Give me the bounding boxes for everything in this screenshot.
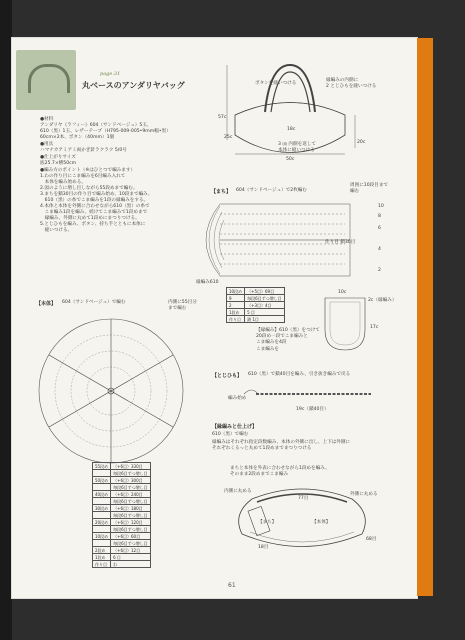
gusset-row-number: 8 bbox=[378, 214, 381, 219]
table-row bbox=[93, 540, 151, 547]
page-label: page.31 bbox=[100, 71, 121, 77]
edging-yarn: 610（黒）で編む bbox=[212, 432, 249, 437]
closure-length: 19c（鎖40目） bbox=[296, 407, 329, 412]
table-cell: 1段め bbox=[93, 554, 111, 561]
steps-heading: ●編み方のポイント（※はひとつで編みます） bbox=[40, 168, 136, 173]
materials-line: 60cm×2本、ボタン（40mm）1個 bbox=[40, 135, 115, 140]
table-cell: 6 目 bbox=[111, 554, 151, 561]
gusset-edge-note: 縁編み610 bbox=[196, 280, 219, 285]
table-cell: 55段め bbox=[93, 463, 111, 470]
step-line: 本体を編み始める。 bbox=[40, 180, 86, 185]
table-cell: 毎段6目ずつ増し目 bbox=[111, 540, 151, 547]
table-cell bbox=[93, 470, 111, 477]
edging-line: それぞれくるっと丸めて1段めまでまつりつける bbox=[212, 446, 312, 451]
gusset-foundation: 作り目 鎖30目 bbox=[325, 240, 356, 245]
label-2: 2c（縁編み） bbox=[368, 298, 397, 303]
label-button: ボタンを縫いつける bbox=[255, 81, 297, 86]
table-cell: （+6目）12目 bbox=[111, 547, 151, 554]
table-cell: （+3目）4目 bbox=[245, 302, 285, 309]
edging-label-77: 77目 bbox=[298, 496, 309, 501]
step-line: 3.まちを鎖30目の作り目で編み始め、10段まで編み、 bbox=[40, 192, 153, 197]
label-stitch: 3 ㎝ 内側を返して 本体に縫いつける bbox=[278, 142, 317, 154]
tool-heading: ●用具 bbox=[40, 142, 54, 147]
label-17: 17c bbox=[370, 325, 379, 330]
closure-note: 610（黒）で鎖40目を編み、引き抜き編みで戻る bbox=[248, 372, 351, 377]
table-cell: （+6目）120目 bbox=[111, 519, 151, 526]
gusset-piece-note: 【縁編み】610（黒）をつけて 20段め一段でこま編みと こま編みを4段 こま編みを bbox=[256, 328, 320, 352]
edging-label-body: 【本体】 bbox=[312, 520, 331, 525]
step-line: こま編み1段を編み、続けてこま編みで1段めまで bbox=[40, 210, 148, 215]
gusset-piece bbox=[320, 290, 370, 360]
body-yarn: 604（サンドベージュ）で編む bbox=[62, 300, 126, 305]
table-cell: 毎段6目ずつ増し目 bbox=[111, 512, 151, 519]
scan-shadow bbox=[0, 0, 12, 640]
table-row bbox=[93, 533, 151, 540]
table-cell: 作り目 bbox=[227, 316, 245, 323]
table-row bbox=[93, 561, 151, 568]
label-50: 50c bbox=[286, 157, 295, 162]
body-heading: 【本体】 bbox=[36, 301, 57, 307]
gusset-row-number: 4 bbox=[378, 247, 381, 252]
table-cell: 毎段6目ずつ増し目 bbox=[111, 484, 151, 491]
step-line: 2.図のように増し目しながら55段めまで編む。 bbox=[40, 186, 138, 191]
table-row bbox=[93, 526, 151, 533]
table-row bbox=[93, 554, 151, 561]
table-row bbox=[93, 477, 151, 484]
gusset-table bbox=[226, 287, 285, 323]
edging-label-inner: 内側に丸める bbox=[224, 489, 252, 494]
table-cell bbox=[93, 498, 111, 505]
step-line: 縫いつける。 bbox=[40, 228, 73, 233]
table-row bbox=[93, 498, 151, 505]
table-cell bbox=[93, 540, 111, 547]
table-row bbox=[93, 463, 151, 470]
closure-heading: 【とじひも】 bbox=[212, 373, 243, 379]
edging-heading: 【縁編みと仕上げ】 bbox=[212, 424, 258, 430]
table-row bbox=[227, 288, 285, 295]
materials-line: 610（黒）1玉、レザーテープ（H795-009-005•9mm幅•黒） bbox=[40, 129, 171, 134]
gusset-yarn: 604（サンドベージュ）で2枚編む bbox=[236, 188, 307, 193]
table-row bbox=[93, 484, 151, 491]
step-line: 4.本体と本体を外側に合わせながら610（黒）の糸で bbox=[40, 204, 150, 209]
edging-label-outer: 外側に丸める bbox=[350, 492, 378, 497]
edging-line: 縁編みはそれぞれ指定段数編み、本体の外側に出し、上下は外側に bbox=[212, 440, 351, 445]
step-line: 1.わの作り目にこま編みを6目編み入れて bbox=[40, 174, 126, 179]
table-cell: （+6目）240目 bbox=[111, 491, 151, 498]
edging-label-a: まちと本体を外表に合わせながら1段めを編み、 そのまま2段めまでこま編み bbox=[230, 466, 330, 478]
table-cell: （+6目）60目 bbox=[111, 533, 151, 540]
table-cell bbox=[93, 484, 111, 491]
table-row bbox=[93, 505, 151, 512]
table-cell: （+6目）300目 bbox=[111, 477, 151, 484]
table-cell: （+6目）180目 bbox=[111, 505, 151, 512]
table-cell: 9 bbox=[227, 295, 245, 302]
table-cell: 1段め bbox=[227, 309, 245, 316]
table-cell bbox=[93, 512, 111, 519]
page-edge bbox=[417, 38, 433, 596]
table-row bbox=[93, 491, 151, 498]
table-cell: 10段め bbox=[93, 533, 111, 540]
edging-label-18: 18目 bbox=[258, 545, 269, 550]
table-cell: （+6目）330目 bbox=[111, 463, 151, 470]
step-line: 610（黒）の糸でこま編みを1段の縁編みをする。 bbox=[40, 198, 149, 203]
table-cell: 毎段6目ずつ増し目 bbox=[111, 470, 151, 477]
closure-chart bbox=[236, 384, 376, 404]
materials-heading: ●材料 bbox=[40, 117, 54, 122]
table-cell: 2 bbox=[227, 302, 245, 309]
label-18: 18c bbox=[287, 127, 296, 132]
table-cell: （+5目）69目 bbox=[245, 288, 285, 295]
table-row bbox=[227, 295, 285, 302]
table-cell: 鎖 1目 bbox=[245, 316, 285, 323]
size-line: 底25.7×横50cm bbox=[40, 161, 77, 166]
table-cell bbox=[93, 526, 111, 533]
table-cell: 40段め bbox=[93, 491, 111, 498]
closure-foundation: 編み始め bbox=[228, 396, 247, 401]
tool-line: ハマナカアミアミ両かぎ針ラクラク 5/0号 bbox=[40, 148, 127, 153]
table-cell: 作り目 bbox=[93, 561, 111, 568]
edging-label-machi: 【まち】 bbox=[258, 520, 277, 525]
table-cell: 10段め bbox=[227, 288, 245, 295]
table-cell: 毎段6目ずつ増し目 bbox=[245, 295, 285, 302]
table-cell: 5 目 bbox=[245, 309, 285, 316]
edging-label-68: 68目 bbox=[366, 537, 377, 542]
gusset-edge-label: 周囲に10段目まで 編む bbox=[350, 183, 389, 195]
step-line: 5.とじひもを編み、ボタン、持ち手とともに本体に bbox=[40, 222, 146, 227]
gusset-row-number: 6 bbox=[378, 226, 381, 231]
table-cell: 50段め bbox=[93, 477, 111, 484]
label-handle: 縁編みの内側に 2 とじひもを縫いつける bbox=[326, 78, 377, 90]
label-57: 57c bbox=[218, 115, 227, 120]
table-cell: 20段め bbox=[93, 519, 111, 526]
page-number: 61 bbox=[228, 582, 236, 589]
body-center-label: 内側に55目分 まで編む bbox=[168, 300, 197, 312]
table-row bbox=[227, 316, 285, 323]
materials-line: アンダリヤ《ラフィー》604（サンドベージュ）5玉、 bbox=[40, 123, 152, 128]
table-cell: 毎段6目ずつ増し目 bbox=[111, 498, 151, 505]
gusset-row-number: 2 bbox=[378, 268, 381, 273]
table-row bbox=[93, 519, 151, 526]
table-row bbox=[93, 512, 151, 519]
gusset-row-number: 10 bbox=[378, 204, 384, 209]
label-20: 20c bbox=[357, 140, 366, 145]
table-row bbox=[227, 302, 285, 309]
bag-photo bbox=[16, 50, 76, 110]
body-table bbox=[92, 462, 151, 568]
table-cell: わ bbox=[111, 561, 151, 568]
table-row bbox=[93, 547, 151, 554]
table-row bbox=[93, 470, 151, 477]
table-cell: 30段め bbox=[93, 505, 111, 512]
size-heading: ●仕上がりサイズ bbox=[40, 155, 76, 160]
label-25: 25c bbox=[224, 135, 233, 140]
step-line: 縁編み、外側に丸めて1段めにまつりつける。 bbox=[40, 216, 140, 221]
table-cell: 2段め bbox=[93, 547, 111, 554]
label-10: 10c bbox=[338, 290, 347, 295]
gusset-heading: 【まち】 bbox=[211, 189, 232, 195]
table-cell: 毎段6目ずつ増し目 bbox=[111, 526, 151, 533]
page-title: 丸ベースのアンダリヤバッグ bbox=[82, 81, 185, 90]
edging-diagram bbox=[222, 474, 382, 559]
body-chart bbox=[36, 316, 186, 466]
table-row bbox=[227, 309, 285, 316]
